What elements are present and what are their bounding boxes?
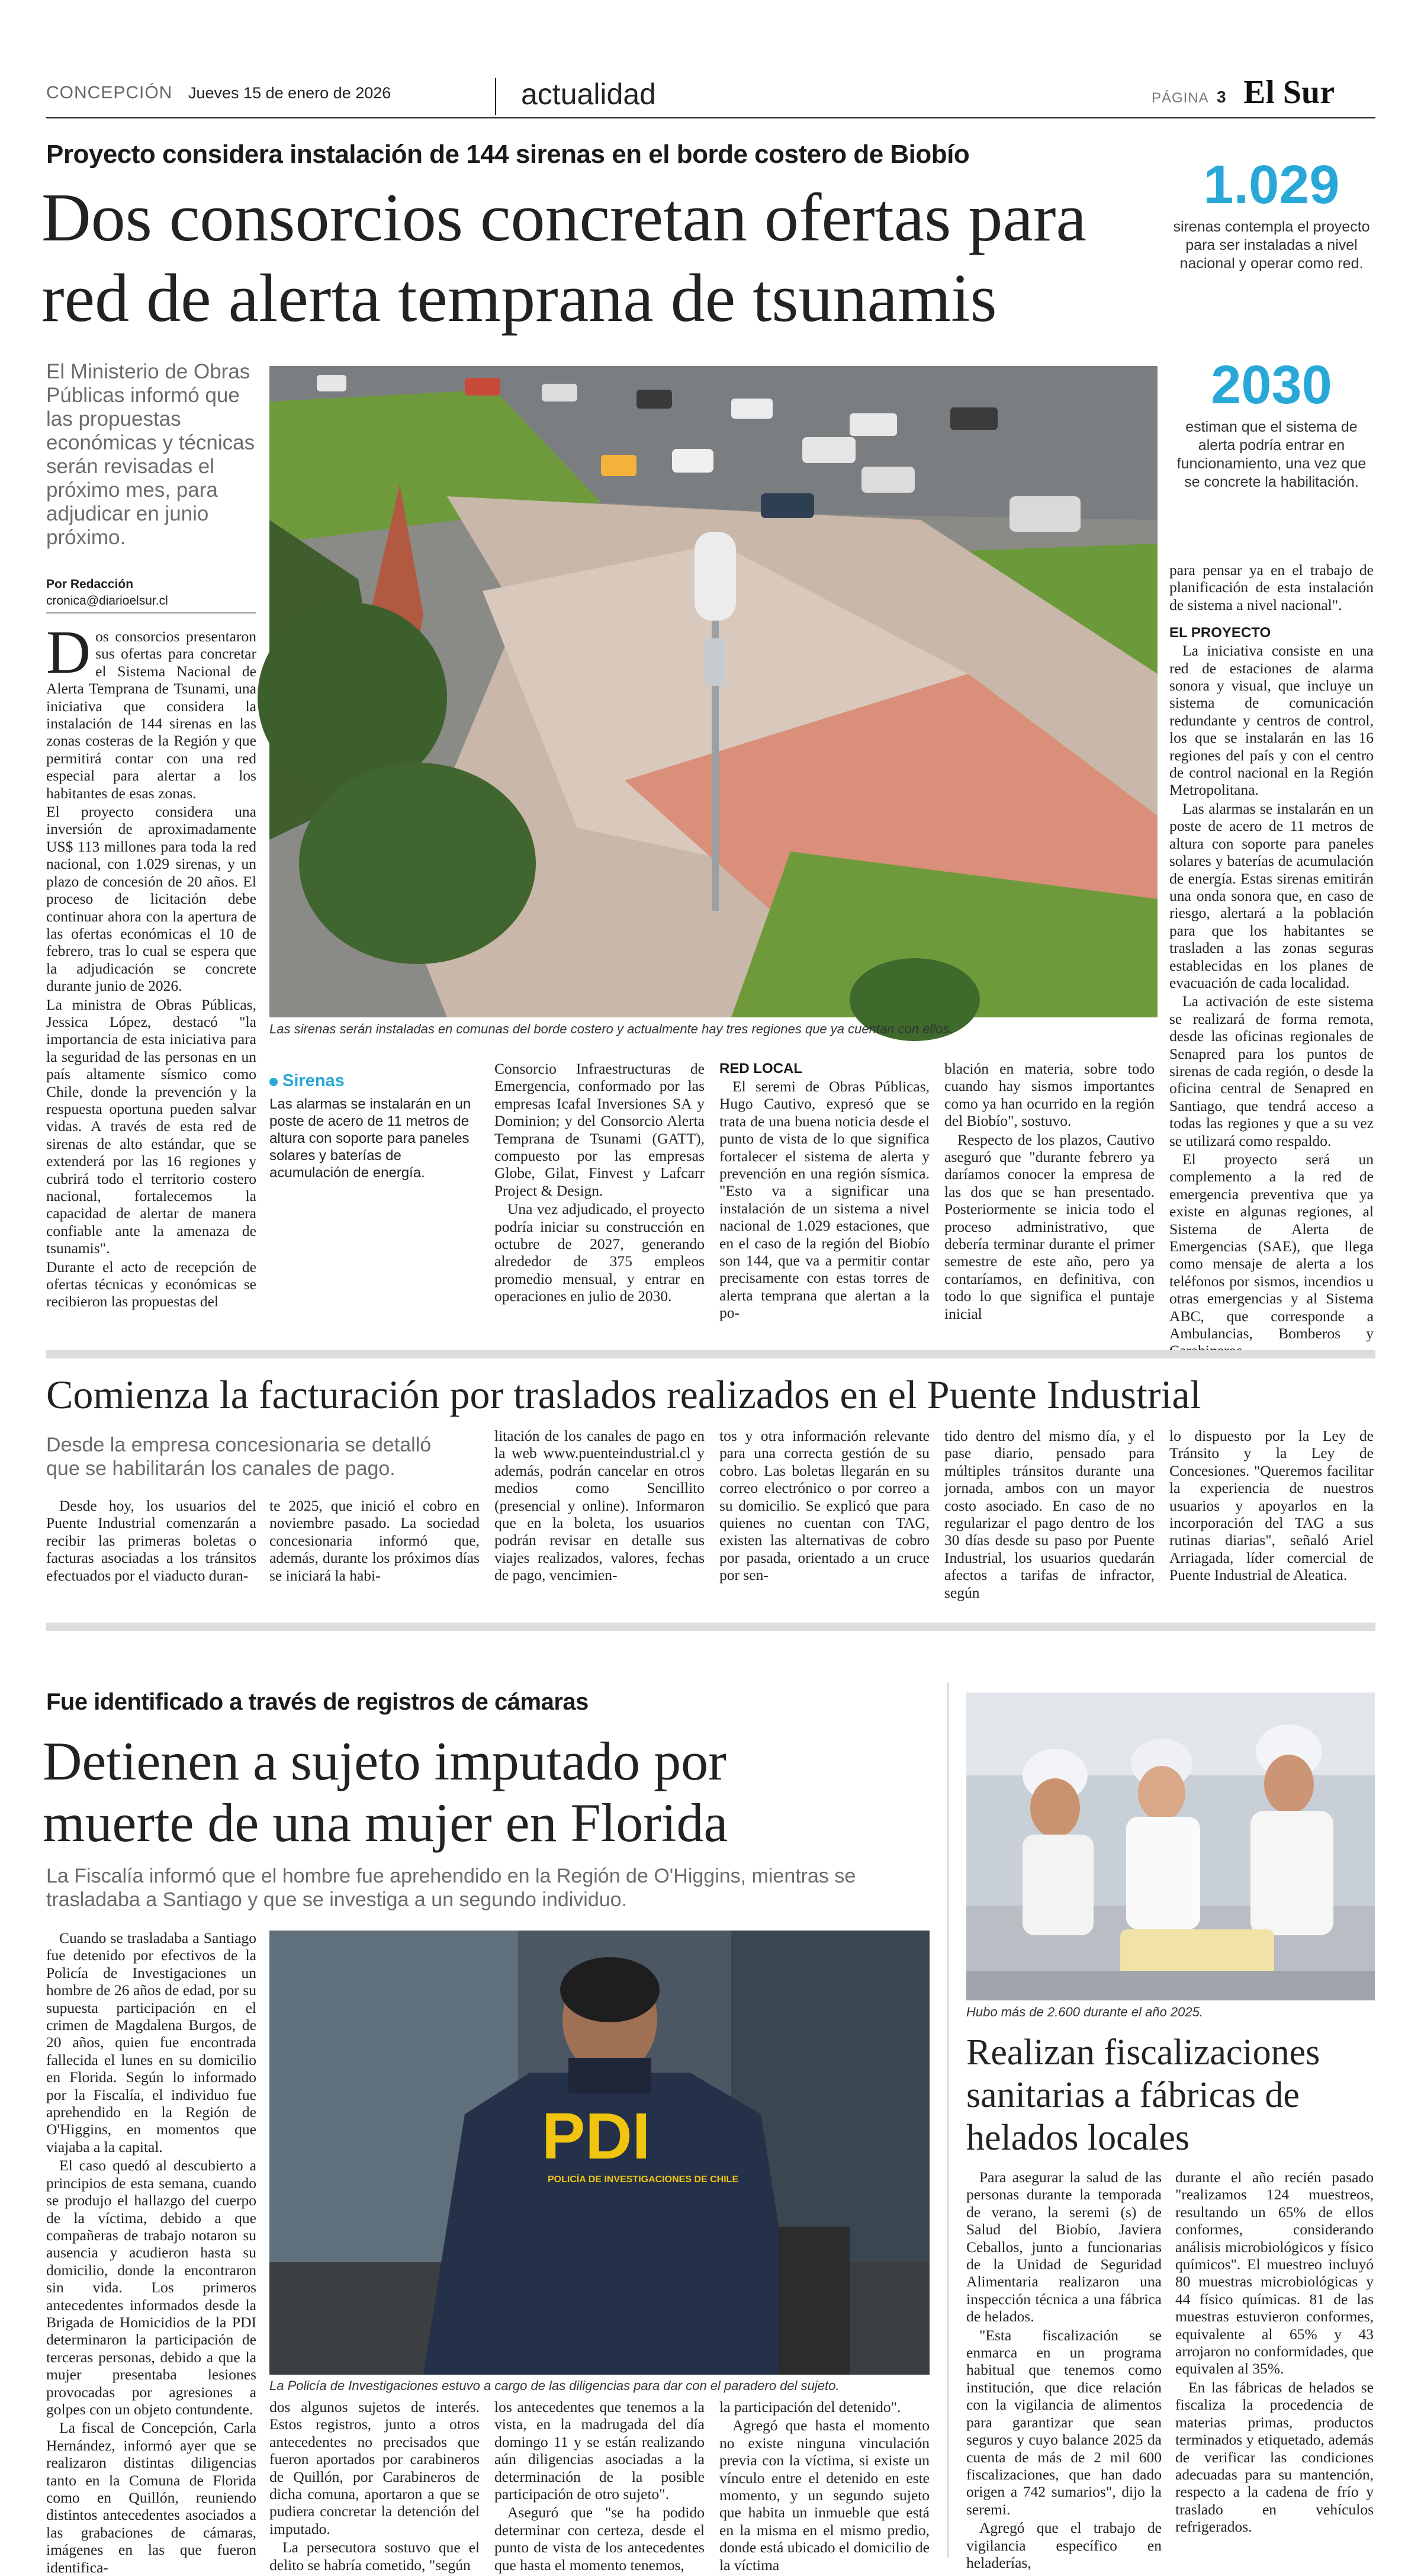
article3-kicker: Fue identificado a través de registros de cámaras	[46, 1689, 589, 1715]
masthead-divider	[495, 78, 496, 115]
byline-rule	[46, 612, 256, 614]
article1-lede: El Ministerio de Obras Públicas informó que las propuestas económicas y técnicas serán revisadas el próximo mes, para adjudicar en junio próximo.	[46, 360, 255, 549]
article1-headline-line1: Dos consorcios concretan ofertas para	[41, 180, 1087, 256]
article3-headline-line2: muerte de una mujer en Florida	[43, 1793, 728, 1853]
red-local-subhead: RED LOCAL	[719, 1061, 802, 1077]
article2-col2: te 2025, que inició el cobro en noviembre pasado. La sociedad concesionaria informó que, además, durante los próximos días se iniciará la habi-	[269, 1497, 480, 1584]
vest-pdi-label: PDI	[542, 2100, 651, 2173]
masthead-page-number: 3	[1217, 88, 1226, 106]
article2-col6: lo dispuesto por la Ley de Tránsito y la Ley de Concesiones. "Queremos facilitar la experiencia de nuestros usuarios y apoyarlos en la incorporación del TAG a sus rutinas diarias", señaló Ariel Arriagada, líder comercial de Puente Industrial de Aleatica.	[1169, 1427, 1374, 1584]
article3-col4-p2: Agregó que hasta el momento no existe ninguna vinculación previa con la víctima, si existe un vínculo entre el detenido en este momento, y un segundo sujeto que habita un inmueble que está en la misma en el mismo predio, donde está ubicado el domicilio de la víctima	[719, 2417, 930, 2574]
article4-col1-p1: Para asegurar la salud de las personas durante la temporada de verano, la seremi (s) de Salud del Biobío, Javiera Ceballos, junto a funcionarias de la Unidad de Seguridad Alimentaria realizaron una inspección técnica a una fábrica de helados.	[966, 2169, 1162, 2326]
article1-col6-p1: para pensar ya en el trabajo de planificación de esta instalación de sistema a nivel nacional".	[1169, 561, 1374, 614]
article3-col1-p1: Cuando se trasladaba a Santiago fue detenido por efectivos de la Policía de Investigaciones un hombre de 26 años de edad, por su supuesta participación en el crimen de Magdalena Burgos, de 20 años, quien fue encontrada fallecida el lunes en su domicilio en Florida. Según lo informado por la Fiscalía, el individuo fue aprehendido en la Región de O'Higgins, en momentos que viajaba a la capital.	[46, 1929, 256, 2156]
article3-col1-p3: La fiscal de Concepción, Carla Hernández, informó ayer que se realizaron distintas diligencias tanto en la Comuna de Florida como en Quillón, reuniendo distintos antecedentes asociados a las grabaciones de cámaras, imágenes en las que fueron identifica-	[46, 2419, 256, 2576]
article1-col6-p2: La iniciativa consiste en una red de estaciones de alarma sonora y visual, que incluye un sistema de comunicación redundante y centros de control, los que se instalarán en las 16 regiones del país y con el centro de control nacional en la Región Metropolitana.	[1169, 642, 1374, 799]
article2-col1: Desde hoy, los usuarios del Puente Industrial comenzarán a recibir las primeras boletas o facturas asociadas a los tránsitos efectuados por el viaducto duran-	[46, 1497, 256, 1584]
stat1-text: sirenas contempla el proyecto para ser instaladas a nivel nacional y operar como red.	[1173, 219, 1370, 272]
article1-col1	[46, 618, 256, 1344]
article3-headline-line1: Detienen a sujeto imputado por	[43, 1731, 726, 1791]
masthead	[0, 0, 1421, 118]
stat2	[1169, 355, 1374, 492]
article1-dropcap: D	[46, 618, 91, 686]
article2-col4: tos y otra información relevante para una correcta gestión de su cobro. Las boletas llegarán en su correo electrónico o por correo a su domicilio. Se explicó que para quienes no cuentan con TAG, existen las alternativas de cobro por pasada, orientado a un cruce por sen-	[719, 1427, 930, 1584]
article4-col2	[1175, 2169, 1374, 2562]
article1-photo	[269, 366, 1158, 1017]
article1-col4	[719, 1060, 930, 1344]
article1-col6	[1169, 561, 1374, 1344]
article3-photo-caption: La Policía de Investigaciones estuvo a cargo de las diligencias para dar con el paradero del sujeto.	[269, 2378, 840, 2393]
article4-headline-line3: helados locales	[966, 2118, 1190, 2158]
article1-col6-p3: Las alarmas se instalarán en un poste de acero de 11 metros de altura con soporte para paneles solares y baterías de acumulación de energía. Estas sirenas emitirán una onda sonora que, en caso de riesgo, alertará a la población para que los habitantes se trasladen a las zonas seguras establecidas en los planes de evacuación de cada localidad.	[1169, 799, 1374, 991]
article3-col2-p1: dos algunos sujetos de interés. Estos registros, junto a otros antecedentes no precisados que fueron aportados por carabineros de Quillón, por Carabineros de dicha comuna, aportaron a que se pudiera concretar la detención del imputado.	[269, 2398, 480, 2538]
masthead-newspaper: El Sur	[1243, 74, 1335, 111]
article3-col3-p1: los antecedentes que tenemos a la vista, en la madrugada del día domingo 11 y se están realizando aún diligencias asociadas a la determinación de la posible participación de otro sujeto".	[494, 2398, 705, 2503]
article1-headline-line2: red de alerta temprana de tsunamis	[41, 261, 997, 336]
el-proyecto-subhead: EL PROYECTO	[1169, 625, 1271, 641]
section-rule-2	[46, 1623, 1375, 1631]
article1-col5	[944, 1060, 1155, 1344]
article1-col5-p2: Respecto de los plazos, Cautivo aseguró que "durante febrero ya daríamos conocer la empresa de las dos que se han presentado. Posteriormente se inicia todo el proceso administrativo, que debería terminar durante el primer semestre de este año, pero ya contaríamos, en definitiva, con todo lo que significa el puntaje inicial	[944, 1130, 1155, 1322]
stat1	[1169, 155, 1374, 273]
article1-kicker: Proyecto considera instalación de 144 sirenas en el borde costero de Biobío	[46, 140, 970, 169]
article1-col1-p1: os consorcios presentaron sus ofertas para concretar el Sistema Nacional de Alerta Temprana de Tsunami, una iniciativa que considera la instalación de 144 sirenas en las zonas costeras de la Región y que permitirá contar con una red especial para alertar a los habitantes de esas zonas.	[46, 628, 256, 802]
article2-lede: Desde la empresa concesionaria se detalló que se habilitarán los canales de pago.	[46, 1434, 432, 1480]
article3-lede: La Fiscalía informó que el hombre fue aprehendido en la Región de O'Higgins, mientras se trasladaba a Santiago y que se investiga a un segundo individuo.	[46, 1865, 856, 1911]
article3-photo	[269, 1931, 930, 2375]
sirenas-box-text: Las alarmas se instalarán en un poste de acero de 11 metros de altura con soporte para paneles solares y baterías de acumulación de energía.	[269, 1096, 471, 1181]
article3-col1-p2: El caso quedó al descubierto a principios de esta semana, cuando se produjo el hallazgo del cuerpo de la víctima, debido a que compañeras de trabajo notaron su ausencia y acudieron hasta su domicilio, donde la encontraron sin vida. Los primeros antecedentes informados desde la Brigada de Homicidios de la PDI determinaron la participación de terceras personas, debido a que la mujer presentaba lesiones provocadas por agresiones a golpes con un objeto contundente.	[46, 2157, 256, 2418]
article1-byline: Por Redacción	[46, 577, 134, 591]
article1-photo-caption: Las sirenas serán instaladas en comunas del borde costero y actualmente hay tres regiones que ya cuentan con ellos.	[269, 1022, 953, 1036]
sirenas-box-title: Sirenas	[282, 1071, 345, 1090]
article3-col4	[719, 2398, 930, 2574]
article3-col3-p2: Aseguró que "se ha podido determinar con certeza, desde el punto de vista de los antecedentes que hasta el momento tenemos,	[494, 2504, 705, 2574]
article1-col1-p2: El proyecto considera una inversión de aproximadamente US$ 113 millones para toda la red nacional, con 1.029 sirenas, y un plazo de concesión de 20 años. El proceso de licitación debe continuar ahora con la apertura de las ofertas económicas el 10 de febrero, tras lo cual se espera que la adjudicación se concrete durante junio de 2026.	[46, 803, 256, 995]
article3-col4-p1: la participación del detenido".	[719, 2398, 901, 2416]
article4-col1-p3: Agregó que el trabajo de vigilancia específico en heladerías,	[966, 2519, 1162, 2571]
article2-col5: tido dentro del mismo día, y el pase diario, pensado para múltiples tránsitos durante una jornada, ambos con un mayor costo asociado. En caso de no regularizar el pago dentro de los 30 días desde su paso por Puente Industrial, los usuarios quedarán afectos a tarifas de infractor, según	[944, 1427, 1155, 1601]
article4-headline-line1: Realizan fiscalizaciones	[966, 2032, 1320, 2073]
article3-col1	[46, 1929, 256, 2576]
article4-photo-caption: Hubo más de 2.600 durante el año 2025.	[966, 2005, 1203, 2019]
sirenas-box	[269, 1071, 480, 1181]
article4-headline	[966, 2031, 1375, 2159]
masthead-section: actualidad	[521, 78, 656, 111]
article1-col1-p4: Durante el acto de recepción de ofertas técnicas y económicas se recibieron las propuestas del	[46, 1258, 256, 1311]
article4-col1-p2: "Esta fiscalización se enmarca en un programa habitual que tenemos como institución, que dice relación con la vigilancia de alimentos para garantizar que sean seguros y cuyo balance 2025 da cuenta de más de 2 mil 600 fiscalizaciones, que han dado origen a 742 sumarios", dijo la seremi.	[966, 2326, 1162, 2518]
stat1-number: 1.029	[1203, 155, 1340, 215]
article4-photo	[966, 1692, 1375, 2000]
article2-col3: litación de los canales de pago en la web www.puenteindustrial.cl y además, podrán cancelar en otros medios como Sencillito (presencial y online). Informaron que en la boleta, los usuarios podrán revisar en detalle sus viajes realizados, valores, fechas de pago, vencimien-	[494, 1427, 705, 1584]
article2-headline: Comienza la facturación por traslados realizados en el Puente Industrial	[46, 1372, 1201, 1417]
article4-col2-p1: durante el año recién pasado "realizamos 124 muestreos, resultando un 65% de ellos conformes, considerando análisis microbiológicos y físico químicos". El muestreo incluyó 80 muestras microbiológicas y 44 físico químicas. 81 de las muestras estuvieron conformes, equivalente al 65% y 43 arrojaron no conformidades, que equivalen al 35%.	[1175, 2169, 1374, 2378]
article3-col2-p2: La persecutora sostuvo que el delito se habría cometido, "según	[269, 2539, 480, 2574]
article1-col1-p3: La ministra de Obras Públicas, Jessica López, destacó "la importancia de esta iniciativa para la seguridad de las personas en un país altamente sísmico como Chile, donde la prevención y la respuesta oportuna pueden salvar vidas. A través de esta red de sirenas de alto estándar, que se extenderá por las 16 regiones y cubrirá todo el territorio costero nacional, fortalecemos la capacidad de alertar de manera confiable ante la amenaza de tsunamis".	[46, 995, 256, 1257]
article3-col3	[494, 2398, 705, 2574]
article1-col3-p1: Consorcio Infraestructuras de Emergencia, conformado por las empresas Icafal Inversiones SA y Dominion; y del Consorcio Alerta Temprana de Tsunami (GATT), compuesto por las empresas Globe, Gilat, Finvest y Lafcarr Project & Design.	[494, 1060, 705, 1199]
article4-col1	[966, 2169, 1162, 2571]
masthead-date: Jueves 15 de enero de 2026	[188, 84, 391, 102]
article1-col5-p1: blación en materia, sobre todo cuando hay sismos importantes como ya han ocurrido en la región del Biobío", sostuvo.	[944, 1060, 1155, 1130]
section-rule-1	[46, 1350, 1375, 1358]
article4-headline-line2: sanitarias a fábricas de	[966, 2075, 1300, 2115]
article3-vertical-rule	[947, 1682, 949, 2558]
masthead-city: CONCEPCIÓN	[46, 83, 173, 102]
article1-col4-p1: El seremi de Obras Públicas, Hugo Cautivo, expresó que se trata de una buena noticia desde el punto de vista de lo que significa fortalecer el sistema de alerta y prevención en una región sísmica. "Esto va a significar una instalación de un sistema a nivel nacional de 1.029 estaciones, que en el caso de la región del Biobío son 144, que va a permitir contar precisamente con estas torres de alerta temprana que alertan a la po-	[719, 1078, 930, 1322]
vest-subtext: POLICÍA DE INVESTIGACIONES DE CHILE	[548, 2174, 739, 2185]
masthead-rule	[46, 117, 1375, 118]
masthead-page-label: PÁGINA	[1152, 90, 1209, 106]
article1-col6-p4: La activación de este sistema se realizará de forma remota, desde las oficinas regionales de Senapred para los puntos de sirenas de cada región, o desde la oficina central de Senapred en Santiago, que tendrá acceso a todas las regiones y que a su vez se utilizará como respaldo.	[1169, 993, 1374, 1149]
article1-col3	[494, 1060, 705, 1344]
article1-col3-p2: Una vez adjudicado, el proyecto podría iniciar su construcción en octubre de 2027, generando alrededor de 375 empleos promedio mensual, y entrar en operaciones en julio de 2030.	[494, 1200, 705, 1305]
article3-col2	[269, 2398, 480, 2574]
stat2-text: estiman que el sistema de alerta podría entrar en funcionamiento, una vez que se concrete la habilitación.	[1176, 419, 1367, 490]
article4-col2-p2: En las fábricas de helados se fiscaliza la procedencia de materias primas, productos terminados y etiquetado, además de verificar las condiciones adecuadas para su mantención, respecto a la cadena de frío y traslado en vehículos refrigerados.	[1175, 2378, 1374, 2536]
article1-email: cronica@diarioelsur.cl	[46, 594, 168, 608]
article3-headline	[43, 1730, 943, 1854]
article1-col6-p5: El proyecto será un complemento a la red de emergencia preventiva que ya existe en algunas regiones, al Sistema de Alerta de Emergencias (SAE), que llega como mensaje de alerta a los teléfonos por sismos, incendios u otras emergencias y al Sistema ABC, que corresponde a Ambulancias, Bomberos y	[1169, 1151, 1374, 1342]
article1-headline	[41, 178, 1178, 339]
stat2-number: 2030	[1211, 355, 1332, 415]
